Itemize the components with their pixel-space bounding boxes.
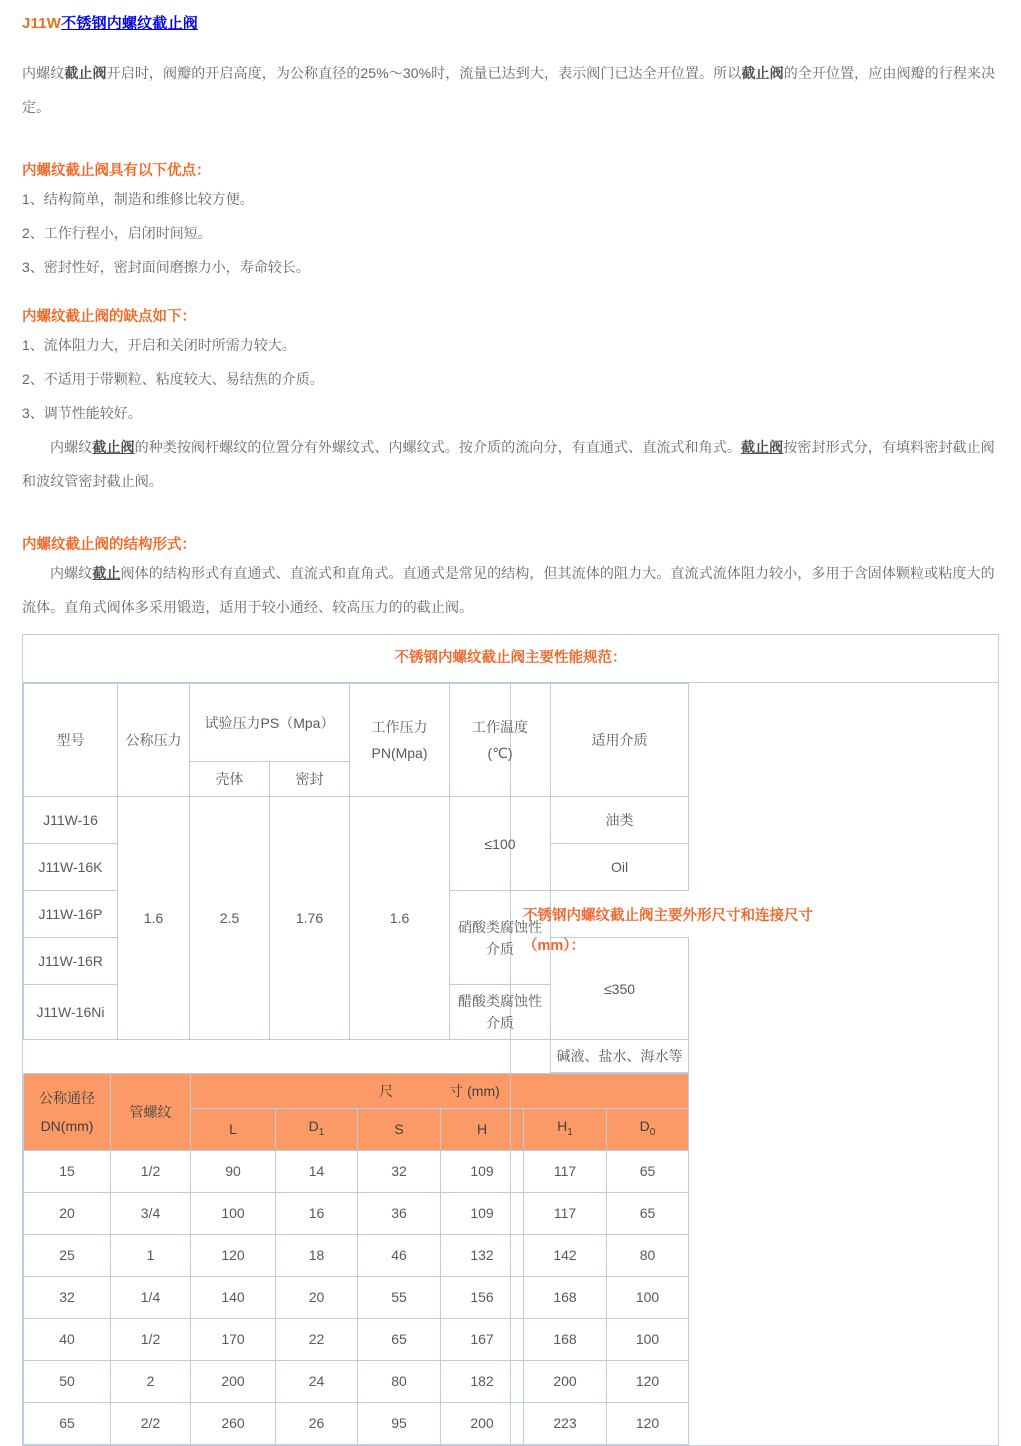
cell-dn: 50 — [24, 1360, 111, 1402]
cell-L: 170 — [191, 1318, 276, 1360]
cell-dn: 40 — [24, 1318, 111, 1360]
cell-model: J11W-16R — [24, 938, 118, 985]
header-test-seal: 密封 — [270, 762, 350, 797]
cell-model: J11W-16K — [24, 844, 118, 891]
cell-thread: 1/4 — [111, 1276, 191, 1318]
page-title — [22, 14, 999, 34]
header-nominal-pressure: 公称压力 — [118, 684, 190, 797]
cell-medium: 油类 — [551, 797, 689, 844]
header-H1-sub: 1 — [567, 1126, 573, 1138]
cell-D0: 100 — [607, 1276, 689, 1318]
cell-D0: 120 — [607, 1402, 689, 1444]
cell-H: 167 — [441, 1318, 524, 1360]
para-seg-3: 按密封形式分，有填料密封截止阀和波纹管密封截止阀。 — [22, 439, 995, 489]
cell-temperature-high: ≤350 — [551, 938, 689, 1040]
cell-model: J11W-16Ni — [24, 985, 118, 1040]
cell-D0: 120 — [607, 1360, 689, 1402]
disadvantages-paragraph — [22, 430, 999, 498]
cell-H: 156 — [441, 1276, 524, 1318]
cell-test-shell: 2.5 — [190, 797, 270, 1040]
cell-model: J11W-16P — [24, 891, 118, 938]
cell-H: 182 — [441, 1360, 524, 1402]
spacer — [22, 498, 999, 534]
cell-H1: 168 — [524, 1276, 607, 1318]
intro-block — [22, 56, 999, 124]
para-seg-2: 的种类按阀杆螺纹的位置分有外螺纹式、内螺纹式。按介质的流向分，有直通式、直流式和角式。 — [134, 439, 741, 455]
para-emphasis-2: 截止阀 — [740, 439, 784, 455]
cell-H1: 168 — [524, 1318, 607, 1360]
cell-L: 200 — [191, 1360, 276, 1402]
list-item: 1、流体阻力大，开启和关闭时所需力较大。 — [22, 337, 296, 353]
cell-H1: 223 — [524, 1402, 607, 1444]
list-item: 2、工作行程小，启闭时间短。 — [22, 225, 212, 241]
cell-medium: Oil — [551, 844, 689, 891]
header-D0-base: D — [639, 1118, 650, 1134]
cell-D1: 26 — [276, 1402, 358, 1444]
header-medium: 适用介质 — [551, 684, 689, 797]
cell-dn: 25 — [24, 1234, 111, 1276]
cell-D0: 65 — [607, 1150, 689, 1192]
cell-test-seal: 1.76 — [270, 797, 350, 1040]
header-work-temperature-line2: (℃) — [487, 745, 513, 761]
side-note-line1: 不锈钢内螺纹截止阀主要外形尺寸和连接尺寸 — [523, 908, 813, 924]
intro-seg-3: 的全开位置，应由阀瓣的行程来决定。 — [22, 65, 996, 115]
cell-L: 260 — [191, 1402, 276, 1444]
header-dn — [24, 1074, 111, 1151]
cell-H1: 117 — [524, 1150, 607, 1192]
cell-model: J11W-16 — [24, 797, 118, 844]
spec-outer-table — [22, 634, 999, 1446]
cell-thread: 2/2 — [111, 1402, 191, 1444]
header-D1-sub: 1 — [318, 1126, 325, 1138]
cell-H: 109 — [441, 1192, 524, 1234]
header-L: L — [191, 1109, 276, 1151]
spec-caption-cell — [23, 635, 999, 683]
spacer — [22, 284, 999, 306]
page-title-link[interactable]: 不锈钢内螺纹截止阀 — [61, 15, 198, 32]
cell-thread: 1/2 — [111, 1150, 191, 1192]
header-D0-sub: 0 — [649, 1126, 656, 1138]
cell-S: 46 — [358, 1234, 441, 1276]
header-work-temperature-line1: 工作温度 — [472, 719, 529, 735]
cell-S: 55 — [358, 1276, 441, 1318]
cell-thread: 1 — [111, 1234, 191, 1276]
header-test-shell: 壳体 — [190, 762, 270, 797]
cell-dn: 15 — [24, 1150, 111, 1192]
cell-thread: 3/4 — [111, 1192, 191, 1234]
cell-medium: 碱液、盐水、海水等 — [551, 1040, 689, 1073]
intro-paragraph — [22, 56, 999, 124]
header-D1-base: D — [308, 1118, 319, 1134]
section-heading-advantages: 内螺纹截止阀具有以下优点： — [22, 163, 211, 179]
header-work-pressure-line1: 工作压力 — [371, 719, 428, 735]
cell-D0: 65 — [607, 1192, 689, 1234]
cell-H1: 200 — [524, 1360, 607, 1402]
header-test-pressure: 试验压力PS（Mpa） — [190, 684, 350, 762]
cell-S: 65 — [358, 1318, 441, 1360]
header-work-pressure — [350, 684, 450, 797]
section-heading-disadvantages: 内螺纹截止阀的缺点如下： — [22, 309, 196, 325]
header-dimension-group-b: 寸 (mm) — [449, 1083, 500, 1099]
cell-D1: 18 — [276, 1234, 358, 1276]
cell-L: 120 — [191, 1234, 276, 1276]
header-pipe-thread: 管螺纹 — [111, 1074, 191, 1151]
header-model: 型号 — [24, 684, 118, 797]
cell-medium: 硝酸类腐蚀性介质 — [450, 891, 551, 985]
cell-L: 90 — [191, 1150, 276, 1192]
cell-dn: 32 — [24, 1276, 111, 1318]
header-work-pressure-line2: PN(Mpa) — [371, 745, 428, 761]
page-title-prefix: J11W — [22, 15, 62, 32]
cell-D1: 24 — [276, 1360, 358, 1402]
content-wrapper — [0, 14, 1021, 1446]
cell-L: 140 — [191, 1276, 276, 1318]
document-page — [0, 14, 1021, 1446]
para-seg-1: 内螺纹 — [50, 565, 93, 581]
cell-H1: 142 — [524, 1234, 607, 1276]
intro-seg-2: 开启时，阀瓣的开启高度，为公称直径的25%～30%时，流量已达到大，表示阀门已达全开位置。所以 — [106, 65, 742, 81]
cell-thread: 2 — [111, 1360, 191, 1402]
cell-S: 80 — [358, 1360, 441, 1402]
cell-S: 36 — [358, 1192, 441, 1234]
list-item: 3、调节性能较好。 — [22, 405, 142, 421]
cell-D1: 20 — [276, 1276, 358, 1318]
spec-caption-row — [23, 635, 999, 683]
cell-nominal-pressure: 1.6 — [118, 797, 190, 1040]
spacer — [22, 124, 999, 160]
cell-temperature-low: ≤100 — [450, 797, 551, 891]
cell-work-pressure: 1.6 — [350, 797, 450, 1040]
cell-D1: 22 — [276, 1318, 358, 1360]
intro-emphasis-2: 截止阀 — [741, 65, 784, 81]
para-emphasis-1: 截止阀 — [92, 439, 135, 455]
list-item: 2、不适用于带颗粒、粘度较大、易结焦的介质。 — [22, 371, 324, 387]
header-D1 — [276, 1109, 358, 1151]
para-seg-1: 内螺纹 — [50, 439, 93, 455]
section-heading-structure: 内螺纹截止阀的结构形式： — [22, 537, 196, 553]
header-dn-line1: 公称通径 — [39, 1089, 95, 1106]
cell-D0: 80 — [607, 1234, 689, 1276]
cell-S: 95 — [358, 1402, 441, 1444]
header-dimension-group-a: 尺 — [379, 1083, 394, 1099]
intro-emphasis-1: 截止阀 — [64, 65, 107, 81]
cell-thread: 1/2 — [111, 1318, 191, 1360]
cell-D1: 14 — [276, 1150, 358, 1192]
header-H1-base: H — [557, 1118, 568, 1134]
cell-H: 109 — [441, 1150, 524, 1192]
filler-cell — [24, 1040, 551, 1073]
para-emphasis-1: 截止 — [92, 565, 121, 581]
cell-L: 100 — [191, 1192, 276, 1234]
structure-paragraph — [22, 556, 999, 624]
header-S: S — [358, 1109, 441, 1151]
side-note — [523, 683, 998, 961]
header-H: H — [441, 1109, 524, 1151]
cell-H: 200 — [441, 1402, 524, 1444]
intro-seg-1: 内螺纹 — [22, 65, 65, 81]
side-note-line2: （mm）： — [523, 938, 586, 954]
cell-S: 32 — [358, 1150, 441, 1192]
cell-dn: 20 — [24, 1192, 111, 1234]
cell-H: 132 — [441, 1234, 524, 1276]
cell-medium: 醋酸类腐蚀性介质 — [450, 985, 551, 1040]
list-item: 1、结构简单，制造和维修比较方便。 — [22, 191, 254, 207]
tables-row — [23, 683, 999, 1446]
spec-caption: 不锈钢内螺纹截止阀主要性能规范： — [394, 650, 627, 666]
cell-H1: 117 — [524, 1192, 607, 1234]
list-item: 3、密封性好，密封面间磨擦力小，寿命较长。 — [22, 259, 310, 275]
cell-D0: 100 — [607, 1318, 689, 1360]
cell-dn: 65 — [24, 1402, 111, 1444]
para-seg-2: 阀体的结构形式有直通式、直流式和直角式。直通式是常见的结构，但其流体的阻力大。直流式流体阻力较小，多用于含固体颗粒或粘度大的流体。直角式阀体多采用锻造，适用于较小通经、较高压力的的截止阀。 — [22, 565, 995, 615]
header-dn-line2: DN(mm) — [40, 1117, 94, 1134]
cell-D1: 16 — [276, 1192, 358, 1234]
